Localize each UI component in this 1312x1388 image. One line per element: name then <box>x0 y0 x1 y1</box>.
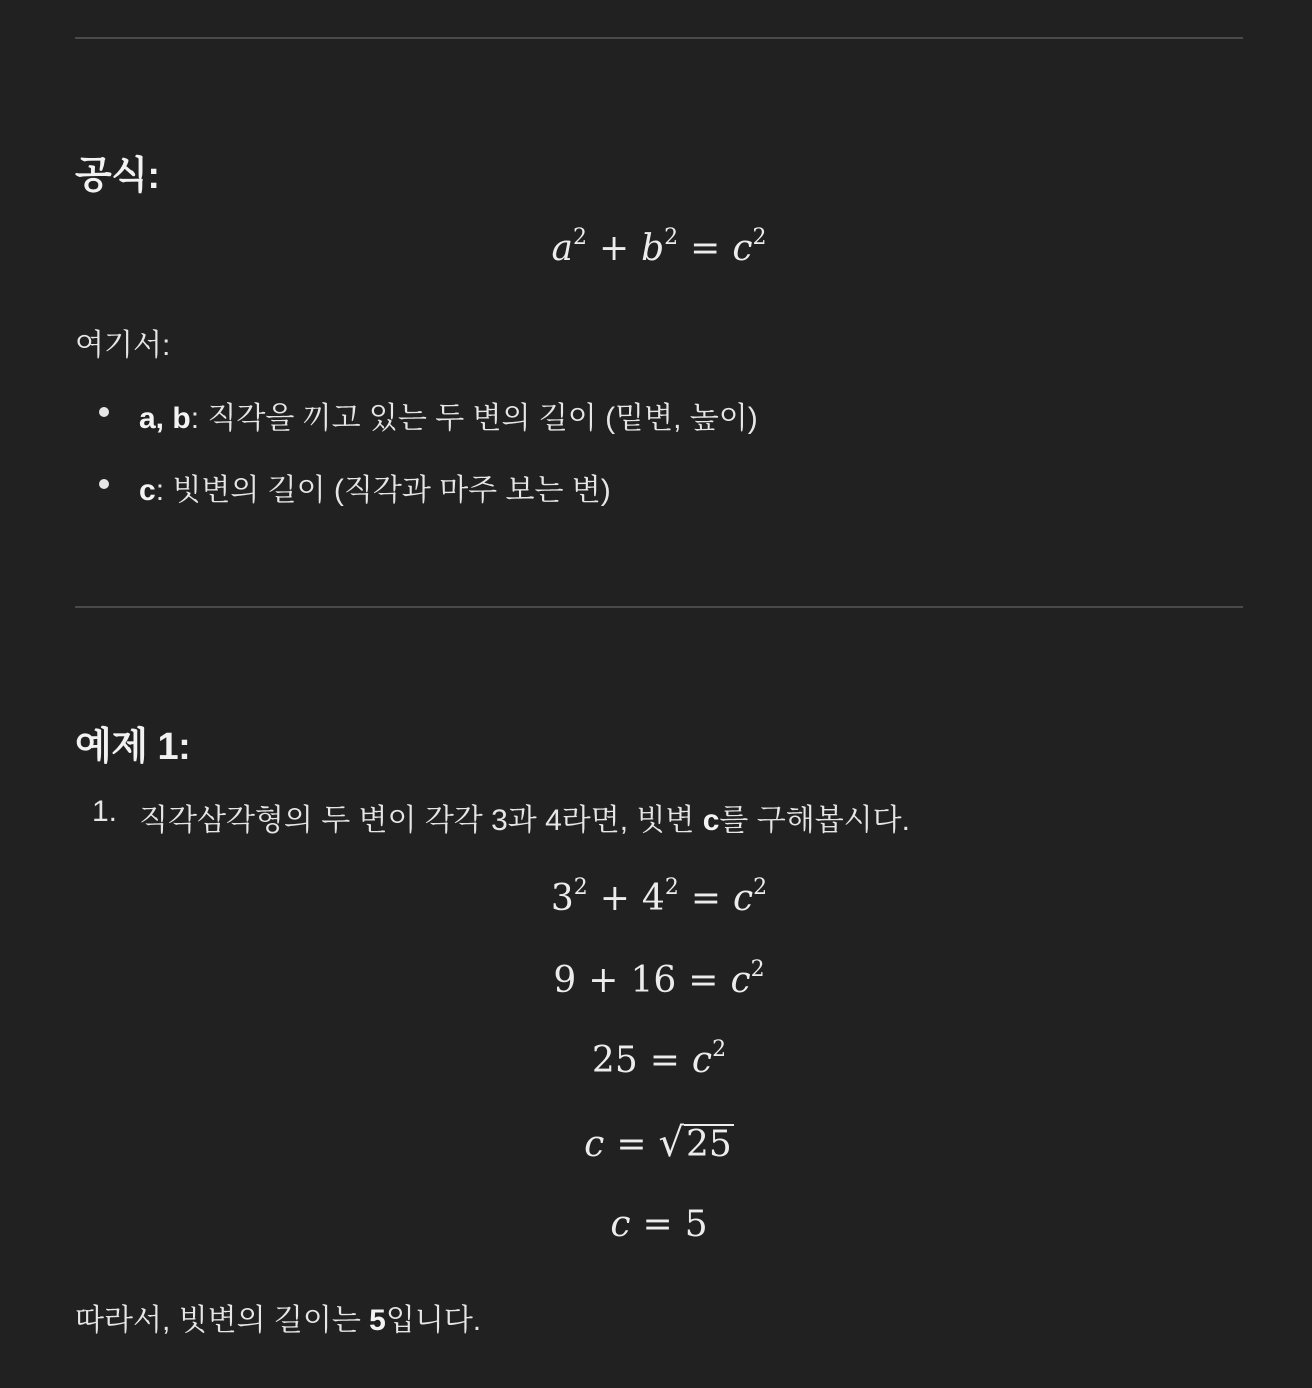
radical-icon: √ <box>658 1120 685 1166</box>
list-item <box>75 465 1243 505</box>
middle-divider <box>75 606 1243 608</box>
s1-plus: + <box>599 878 630 919</box>
eq-var-c: c <box>732 228 753 269</box>
s5-value: 5 <box>684 1204 708 1245</box>
s2-b: 16 <box>630 960 677 1001</box>
bullet-icon <box>99 479 109 489</box>
term-c-desc: : 빗변의 길이 (직각과 마주 보는 변) <box>155 474 611 507</box>
eq-plus: + <box>598 228 630 269</box>
s3-a: 25 <box>591 1040 638 1081</box>
term-c: c <box>139 474 156 507</box>
step-2-equation <box>75 957 1243 1001</box>
example-heading: 예제 1: <box>75 726 191 768</box>
s1-c: c <box>732 878 754 919</box>
s2-equals: = <box>688 960 719 1001</box>
sqrt-expression <box>659 1120 734 1166</box>
conclusion-value: 5 <box>369 1304 386 1337</box>
s2-c: c <box>730 960 751 1001</box>
pythagorean-equation <box>75 225 1243 269</box>
formula-heading: 공식: <box>75 155 160 197</box>
radicand: 25 <box>686 1124 732 1165</box>
step-1-equation <box>75 875 1243 919</box>
example-problem <box>139 795 910 839</box>
s1-a: 3 <box>550 878 574 919</box>
conclusion <box>75 1295 481 1339</box>
term-ab-desc: : 직각을 끼고 있는 두 변의 길이 (밑변, 높이) <box>190 402 758 435</box>
conclusion-suffix: 입니다. <box>385 1304 482 1337</box>
s1-a-exp: 2 <box>573 875 588 900</box>
s3-equals: = <box>649 1040 680 1081</box>
top-divider <box>75 37 1243 39</box>
problem-var: c <box>702 804 720 837</box>
s1-b-exp: 2 <box>664 875 679 900</box>
s5-c: c <box>610 1204 631 1245</box>
s2-a: 9 <box>553 960 577 1001</box>
list-item <box>75 393 1243 433</box>
bullet-icon <box>99 407 109 417</box>
step-5-equation <box>75 1204 1243 1245</box>
list-number: 1. <box>92 795 118 828</box>
eq-var-b: b <box>641 228 665 269</box>
eq-equals: = <box>690 228 721 269</box>
s2-c-exp: 2 <box>750 957 765 982</box>
eq-exp-a: 2 <box>572 225 587 250</box>
s3-c: c <box>691 1040 713 1081</box>
s1-equals: = <box>690 878 721 919</box>
s3-c-exp: 2 <box>712 1037 727 1062</box>
step-3-equation <box>75 1037 1243 1081</box>
eq-var-a: a <box>551 228 573 269</box>
eq-exp-b: 2 <box>664 225 679 250</box>
term-ab: a, b <box>139 402 191 435</box>
s1-c-exp: 2 <box>753 875 768 900</box>
conclusion-prefix: 따라서, 빗변의 길이는 <box>75 1304 370 1337</box>
s5-equals: = <box>642 1204 673 1245</box>
where-label: 여기서: <box>75 329 171 362</box>
step-4-equation <box>75 1120 1243 1166</box>
problem-prefix: 직각삼각형의 두 변이 각각 3과 4라면, 빗변 <box>139 804 703 837</box>
problem-suffix: 를 구해봅시다. <box>719 804 910 837</box>
s2-plus: + <box>588 960 619 1001</box>
s1-b: 4 <box>641 878 665 919</box>
s4-c: c <box>584 1124 605 1165</box>
eq-exp-c: 2 <box>752 225 767 250</box>
s4-equals: = <box>616 1124 647 1165</box>
